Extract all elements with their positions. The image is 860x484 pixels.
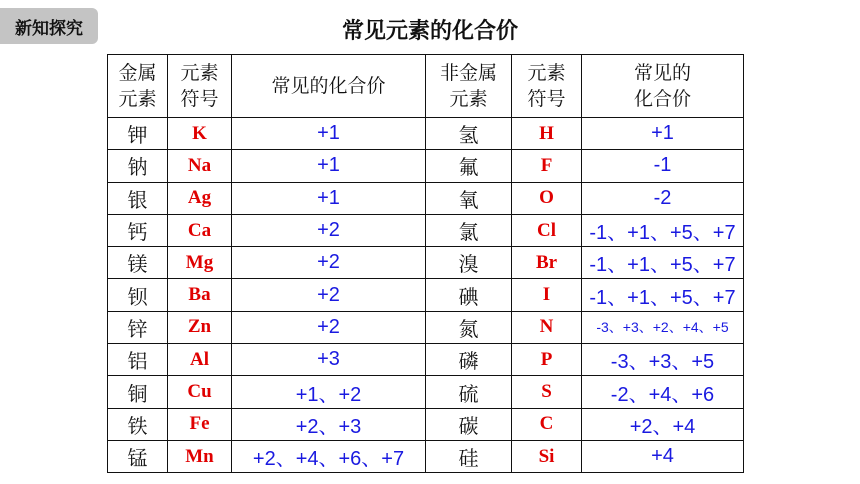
nonmetal-valence-cell: +4 xyxy=(582,440,744,472)
metal-element-cell: 银 xyxy=(108,182,168,214)
nonmetal-element-cell: 氟 xyxy=(426,150,512,182)
header-metal-valence: 常见的化合价 xyxy=(232,55,426,118)
metal-element-cell: 镁 xyxy=(108,247,168,279)
metal-valence-cell: +1 xyxy=(232,182,426,214)
metal-symbol-cell: Al xyxy=(168,344,232,376)
metal-symbol-cell: Mg xyxy=(168,247,232,279)
section-badge: 新知探究 xyxy=(0,8,98,44)
metal-valence-cell: +2、+3 xyxy=(232,408,426,440)
nonmetal-valence-cell: -1、+1、+5、+7 xyxy=(582,214,744,246)
nonmetal-element-cell: 氯 xyxy=(426,214,512,246)
nonmetal-symbol-cell: Cl xyxy=(512,214,582,246)
metal-valence-cell: +2 xyxy=(232,311,426,343)
nonmetal-element-cell: 氧 xyxy=(426,182,512,214)
table-row xyxy=(108,344,744,376)
metal-valence-cell: +2 xyxy=(232,214,426,246)
nonmetal-symbol-cell: Si xyxy=(512,440,582,472)
metal-symbol-cell: Cu xyxy=(168,376,232,408)
nonmetal-valence-cell: -2 xyxy=(582,182,744,214)
nonmetal-valence-cell: -3、+3、+5 xyxy=(582,344,744,376)
nonmetal-symbol-cell: P xyxy=(512,344,582,376)
header-metal: 金属 元素 xyxy=(108,55,168,118)
metal-element-cell: 铁 xyxy=(108,408,168,440)
table-row xyxy=(108,408,744,440)
nonmetal-symbol-cell: S xyxy=(512,376,582,408)
metal-symbol-cell: K xyxy=(168,118,232,150)
metal-element-cell: 钾 xyxy=(108,118,168,150)
metal-symbol-cell: Fe xyxy=(168,408,232,440)
table-row xyxy=(108,311,744,343)
header-row xyxy=(108,55,744,118)
nonmetal-element-cell: 碘 xyxy=(426,279,512,311)
nonmetal-element-cell: 碳 xyxy=(426,408,512,440)
nonmetal-symbol-cell: C xyxy=(512,408,582,440)
metal-element-cell: 锰 xyxy=(108,440,168,472)
metal-valence-cell: +3 xyxy=(232,344,426,376)
metal-element-cell: 钙 xyxy=(108,214,168,246)
header-metal-symbol: 元素 符号 xyxy=(168,55,232,118)
header-nonmetal-symbol: 元素 符号 xyxy=(512,55,582,118)
table-row xyxy=(108,376,744,408)
nonmetal-symbol-cell: N xyxy=(512,311,582,343)
metal-element-cell: 锌 xyxy=(108,311,168,343)
metal-element-cell: 铜 xyxy=(108,376,168,408)
nonmetal-element-cell: 硫 xyxy=(426,376,512,408)
metal-symbol-cell: Ag xyxy=(168,182,232,214)
nonmetal-valence-cell: +2、+4 xyxy=(582,408,744,440)
nonmetal-element-cell: 溴 xyxy=(426,247,512,279)
nonmetal-symbol-cell: Br xyxy=(512,247,582,279)
metal-symbol-cell: Zn xyxy=(168,311,232,343)
nonmetal-element-cell: 磷 xyxy=(426,344,512,376)
page-title: 常见元素的化合价 xyxy=(341,19,518,44)
metal-element-cell: 铝 xyxy=(108,344,168,376)
nonmetal-symbol-cell: O xyxy=(512,182,582,214)
metal-valence-cell: +1 xyxy=(232,118,426,150)
nonmetal-symbol-cell: F xyxy=(512,150,582,182)
metal-element-cell: 钠 xyxy=(108,150,168,182)
nonmetal-valence-cell: -2、+4、+6 xyxy=(582,376,744,408)
table-row xyxy=(108,247,744,279)
header-nonmetal: 非金属 元素 xyxy=(426,55,512,118)
metal-symbol-cell: Na xyxy=(168,150,232,182)
nonmetal-valence-cell: +1 xyxy=(582,118,744,150)
metal-symbol-cell: Mn xyxy=(168,440,232,472)
header-nonmetal-valence: 常见的 化合价 xyxy=(582,55,744,118)
valence-table xyxy=(107,54,744,473)
metal-valence-cell: +2 xyxy=(232,279,426,311)
metal-element-cell: 钡 xyxy=(108,279,168,311)
nonmetal-element-cell: 氮 xyxy=(426,311,512,343)
metal-symbol-cell: Ba xyxy=(168,279,232,311)
table-row xyxy=(108,279,744,311)
nonmetal-valence-cell: -1、+1、+5、+7 xyxy=(582,279,744,311)
table-row xyxy=(108,182,744,214)
table-row xyxy=(108,440,744,472)
nonmetal-symbol-cell: I xyxy=(512,279,582,311)
table-row xyxy=(108,214,744,246)
metal-valence-cell: +2 xyxy=(232,247,426,279)
metal-valence-cell: +1 xyxy=(232,150,426,182)
nonmetal-valence-cell: -1 xyxy=(582,150,744,182)
table-row xyxy=(108,118,744,150)
nonmetal-element-cell: 氢 xyxy=(426,118,512,150)
nonmetal-valence-cell: -1、+1、+5、+7 xyxy=(582,247,744,279)
table-row xyxy=(108,150,744,182)
nonmetal-symbol-cell: H xyxy=(512,118,582,150)
metal-valence-cell: +2、+4、+6、+7 xyxy=(232,440,426,472)
nonmetal-valence-cell: -3、+3、+2、+4、+5 xyxy=(582,311,744,343)
metal-valence-cell: +1、+2 xyxy=(232,376,426,408)
metal-symbol-cell: Ca xyxy=(168,214,232,246)
nonmetal-element-cell: 硅 xyxy=(426,440,512,472)
